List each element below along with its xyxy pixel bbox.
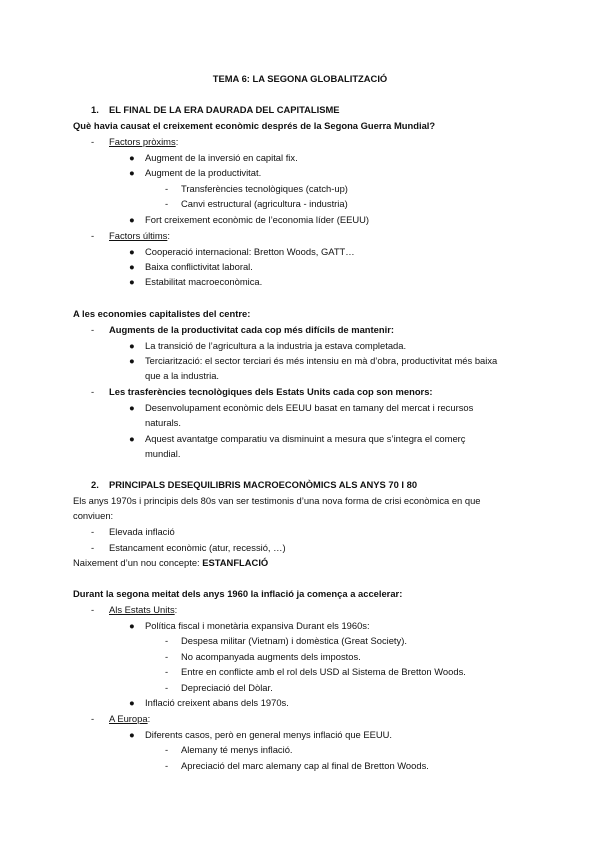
dash-bullet: - xyxy=(91,526,95,537)
dash-bullet: - xyxy=(165,651,169,662)
list-item: Aquest avantatge comparatiu va disminuint a mesura que s’integra el comerç xyxy=(145,433,466,444)
dash-bullet: - xyxy=(91,324,95,335)
proximate-factors-heading: Factors pròxims: xyxy=(109,136,179,147)
dot-bullet: ● xyxy=(129,340,135,351)
dot-bullet: ● xyxy=(129,152,135,163)
centre-economies-heading: A les economies capitalistes del centre: xyxy=(73,308,251,319)
dash-bullet: - xyxy=(91,604,95,615)
dash-bullet: - xyxy=(91,230,95,241)
dash-bullet: - xyxy=(91,136,95,147)
list-item: No acompanyada augments dels impostos. xyxy=(181,651,361,662)
dot-bullet: ● xyxy=(129,697,135,708)
stagflation-term: ESTANFLACIÓ xyxy=(202,557,269,568)
document-title: TEMA 6: LA SEGONA GLOBALITZACIÓ xyxy=(212,73,388,84)
dot-bullet: ● xyxy=(129,276,135,287)
dash-bullet: - xyxy=(165,198,169,209)
list-item: Depreciació del Dòlar. xyxy=(181,682,273,693)
section-2-heading: PRINCIPALS DESEQUILIBRIS MACROECONÒMICS ALS ANYS 70 I 80 xyxy=(109,479,418,490)
list-item: Despesa militar (Vietnam) i domèstica (Great Society). xyxy=(181,635,407,646)
dot-bullet: ● xyxy=(129,261,135,272)
dash-bullet: - xyxy=(165,666,169,677)
list-item: Fort creixement econòmic de l’economia líder (EEUU) xyxy=(145,214,370,225)
dot-bullet: ● xyxy=(129,729,135,740)
usa-heading: Als Estats Units: xyxy=(109,604,178,615)
section-2-number: 2. xyxy=(91,479,99,490)
list-item: Apreciació del marc alemany cap al final de Bretton Woods. xyxy=(181,760,429,771)
list-item: Cooperació internacional: Bretton Woods, GATT… xyxy=(145,246,355,257)
dot-bullet: ● xyxy=(129,620,135,631)
list-item: Canvi estructural (agricultura - industria) xyxy=(181,198,348,209)
dash-bullet: - xyxy=(165,682,169,693)
list-item-continuation: naturals. xyxy=(145,417,181,428)
dash-bullet: - xyxy=(91,542,95,553)
dot-bullet: ● xyxy=(129,355,135,366)
list-item: Estancament econòmic (atur, recessió, …) xyxy=(109,542,286,553)
list-item: Baixa conflictivitat laboral. xyxy=(145,261,253,272)
europe-heading: A Europa: xyxy=(109,713,151,724)
section-1-question: Què havia causat el creixement econòmic després de la Segona Guerra Mundial? xyxy=(73,120,436,131)
dash-bullet: - xyxy=(165,744,169,755)
dash-bullet: - xyxy=(91,713,95,724)
list-item: Augment de la inversió en capital fix. xyxy=(145,152,298,163)
dot-bullet: ● xyxy=(129,167,135,178)
list-item: Política fiscal i monetària expansiva Durant els 1960s: xyxy=(145,620,370,631)
paragraph-line: conviuen: xyxy=(73,510,114,521)
dot-bullet: ● xyxy=(129,246,135,257)
dash-bullet: - xyxy=(91,386,95,397)
list-item-continuation: que a la industria. xyxy=(145,370,220,381)
list-item: Diferents casos, però en general menys inflació que EEUU. xyxy=(145,729,393,740)
ultimate-factors-heading: Factors últims: xyxy=(109,230,170,241)
list-item: La transició de l’agricultura a la industria ja estava completada. xyxy=(145,340,407,351)
list-item: Desenvolupament econòmic dels EEUU basat en tamany del mercat i recursos xyxy=(145,402,474,413)
dot-bullet: ● xyxy=(129,214,135,225)
dot-bullet: ● xyxy=(129,433,135,444)
list-item: Estabilitat macroeconòmica. xyxy=(145,276,263,287)
section-1-heading: EL FINAL DE LA ERA DAURADA DEL CAPITALISME xyxy=(109,104,340,115)
dash-bullet: - xyxy=(165,760,169,771)
concept-line: Naixement d’un nou concepte: ESTANFLACIÓ xyxy=(73,557,269,568)
list-item: Elevada inflació xyxy=(109,526,175,537)
list-item: Terciarització: el sector terciari és més intensiu en mà d’obra, productivitat més baixa xyxy=(145,355,498,366)
inflation-heading: Durant la segona meitat dels anys 1960 la inflació ja comença a accelerar: xyxy=(73,588,403,599)
dot-bullet: ● xyxy=(129,402,135,413)
technology-transfer-heading: Les trasferències tecnològiques dels Estats Units cada cop son menors: xyxy=(109,386,433,397)
list-item: Entre en conflicte amb el rol dels USD al Sistema de Bretton Woods. xyxy=(181,666,466,677)
paragraph-line: Els anys 1970s i principis dels 80s van ser testimonis d’una nova forma de crisi econòmica en que xyxy=(73,495,481,506)
productivity-heading: Augments de la productivitat cada cop més difícils de mantenir: xyxy=(109,324,394,335)
section-1-number: 1. xyxy=(91,104,99,115)
list-item: Augment de la productivitat. xyxy=(145,167,262,178)
list-item: Transferències tecnològiques (catch-up) xyxy=(181,183,348,194)
dash-bullet: - xyxy=(165,183,169,194)
list-item: Inflació creixent abans dels 1970s. xyxy=(145,697,289,708)
list-item: Alemany té menys inflació. xyxy=(181,744,293,755)
list-item-continuation: mundial. xyxy=(145,448,181,459)
dash-bullet: - xyxy=(165,635,169,646)
